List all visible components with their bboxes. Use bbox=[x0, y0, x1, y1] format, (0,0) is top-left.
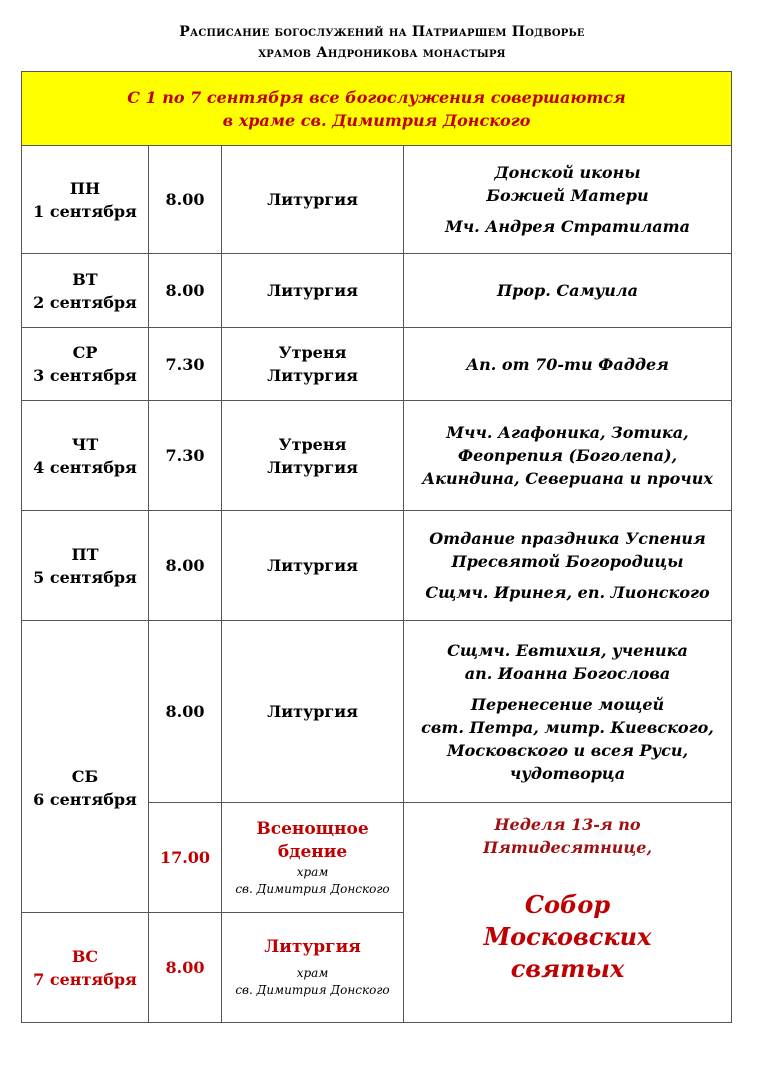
day-cell bbox=[22, 511, 149, 621]
feast-cell bbox=[404, 146, 732, 254]
feast-line: Пресвятой Богородицы bbox=[451, 552, 684, 571]
weekday: СР bbox=[72, 343, 98, 362]
time-cell: 7.30 bbox=[149, 401, 222, 511]
time-cell: 8.00 bbox=[149, 621, 222, 803]
service-cell bbox=[222, 803, 404, 913]
sunday-feast-cell bbox=[404, 803, 732, 1023]
weekday: ПТ bbox=[71, 544, 99, 564]
service-line: Литургия bbox=[267, 457, 358, 477]
feast-cell bbox=[404, 328, 732, 401]
feast-line: Акиндина, Севериана и прочих bbox=[422, 469, 713, 488]
date: 4 сентября bbox=[33, 457, 137, 477]
weekday: СБ bbox=[71, 766, 99, 786]
feast-line: Ап. от 70-ти Фаддея bbox=[466, 354, 669, 374]
table-row bbox=[22, 328, 732, 401]
date: 2 сентября bbox=[33, 292, 137, 312]
service-cell bbox=[222, 913, 404, 1023]
feast-line: Донской иконы bbox=[494, 163, 641, 182]
time-cell: 17.00 bbox=[149, 803, 222, 913]
service-cell bbox=[222, 328, 404, 401]
table-row bbox=[22, 621, 732, 803]
date: 7 сентября bbox=[33, 969, 137, 989]
service-line: Утреня bbox=[278, 343, 347, 362]
place-line: св. Димитрия Донского bbox=[235, 983, 390, 997]
weekday: ВС bbox=[71, 946, 99, 966]
schedule-table bbox=[21, 71, 732, 1023]
service-line: бдение bbox=[277, 841, 348, 862]
feast-line: Сщмч. Евтихия, ученика bbox=[447, 640, 688, 660]
header-line-2: храмов Андроникова монастыря bbox=[258, 45, 506, 61]
weekday: ЧТ bbox=[71, 434, 99, 454]
date: 6 сентября bbox=[33, 789, 137, 809]
day-cell bbox=[22, 254, 149, 328]
feast-line: Прор. Самуила bbox=[497, 281, 638, 300]
feast-line: Феопрепия (Боголепа), bbox=[457, 446, 678, 465]
feast-line: Перенесение мощей bbox=[470, 694, 665, 714]
service-cell bbox=[222, 511, 404, 621]
feast-title-line: святых bbox=[510, 954, 625, 983]
time-cell: 7.30 bbox=[149, 328, 222, 401]
date: 3 сентября bbox=[33, 366, 137, 385]
weekday: ВТ bbox=[72, 269, 98, 289]
time-cell: 8.00 bbox=[149, 146, 222, 254]
feast-line: ап. Иоанна Богослова bbox=[464, 663, 671, 683]
service-line: Литургия bbox=[264, 937, 361, 957]
feast-cell bbox=[404, 511, 732, 621]
feast-line: чудотворца bbox=[509, 763, 626, 783]
banner-row bbox=[22, 72, 732, 146]
day-cell bbox=[22, 621, 149, 913]
banner-cell bbox=[22, 72, 732, 146]
page-header bbox=[0, 22, 764, 64]
service-line: Литургия bbox=[267, 281, 358, 300]
service-line: Литургия bbox=[267, 702, 358, 721]
banner-line-1: С 1 по 7 сентября все богослужения совершаются bbox=[127, 87, 626, 107]
day-cell bbox=[22, 146, 149, 254]
day-cell bbox=[22, 401, 149, 511]
time-cell: 8.00 bbox=[149, 511, 222, 621]
service-line: Литургия bbox=[267, 556, 358, 575]
service-line: Утреня bbox=[278, 434, 347, 454]
feast-line: Отдание праздника Успения bbox=[429, 529, 706, 548]
table-row bbox=[22, 254, 732, 328]
feast-cell bbox=[404, 621, 732, 803]
banner-line-2: в храме св. Димитрия Донского bbox=[222, 110, 531, 130]
service-cell bbox=[222, 146, 404, 254]
date: 5 сентября bbox=[33, 567, 137, 587]
table-row bbox=[22, 511, 732, 621]
feast-line: Божией Матери bbox=[486, 186, 649, 205]
table-row bbox=[22, 401, 732, 511]
header-line-1: Расписание богослужений на Патриаршем Подворье bbox=[179, 24, 585, 40]
service-line: Всенощное bbox=[256, 818, 369, 839]
feast-cell bbox=[404, 401, 732, 511]
feast-title-line: Московских bbox=[483, 922, 652, 951]
weekday: ПН bbox=[69, 178, 101, 198]
feast-line: Мч. Андрея Стратилата bbox=[445, 217, 690, 236]
feast-line: Неделя 13-я по bbox=[494, 815, 641, 834]
table-row bbox=[22, 146, 732, 254]
service-cell bbox=[222, 254, 404, 328]
feast-line: свт. Петра, митр. Киевского, bbox=[421, 717, 714, 737]
place-line: храм bbox=[296, 966, 329, 980]
day-cell bbox=[22, 913, 149, 1023]
feast-line: Пятидесятнице, bbox=[482, 838, 653, 857]
feast-line: Сщмч. Иринея, еп. Лионского bbox=[425, 583, 710, 602]
time-cell: 8.00 bbox=[149, 254, 222, 328]
service-line: Литургия bbox=[267, 190, 358, 209]
feast-cell bbox=[404, 254, 732, 328]
day-cell bbox=[22, 328, 149, 401]
date: 1 сентября bbox=[33, 201, 137, 221]
place-line: храм bbox=[296, 864, 329, 879]
service-line: Литургия bbox=[267, 366, 358, 385]
service-cell bbox=[222, 401, 404, 511]
place-line: св. Димитрия Донского bbox=[235, 881, 390, 896]
service-cell bbox=[222, 621, 404, 803]
time-cell: 8.00 bbox=[149, 913, 222, 1023]
feast-line: Московского и всея Руси, bbox=[446, 740, 689, 760]
feast-line: Мчч. Агафоника, Зотика, bbox=[446, 423, 689, 442]
feast-title-line: Собор bbox=[524, 890, 611, 919]
